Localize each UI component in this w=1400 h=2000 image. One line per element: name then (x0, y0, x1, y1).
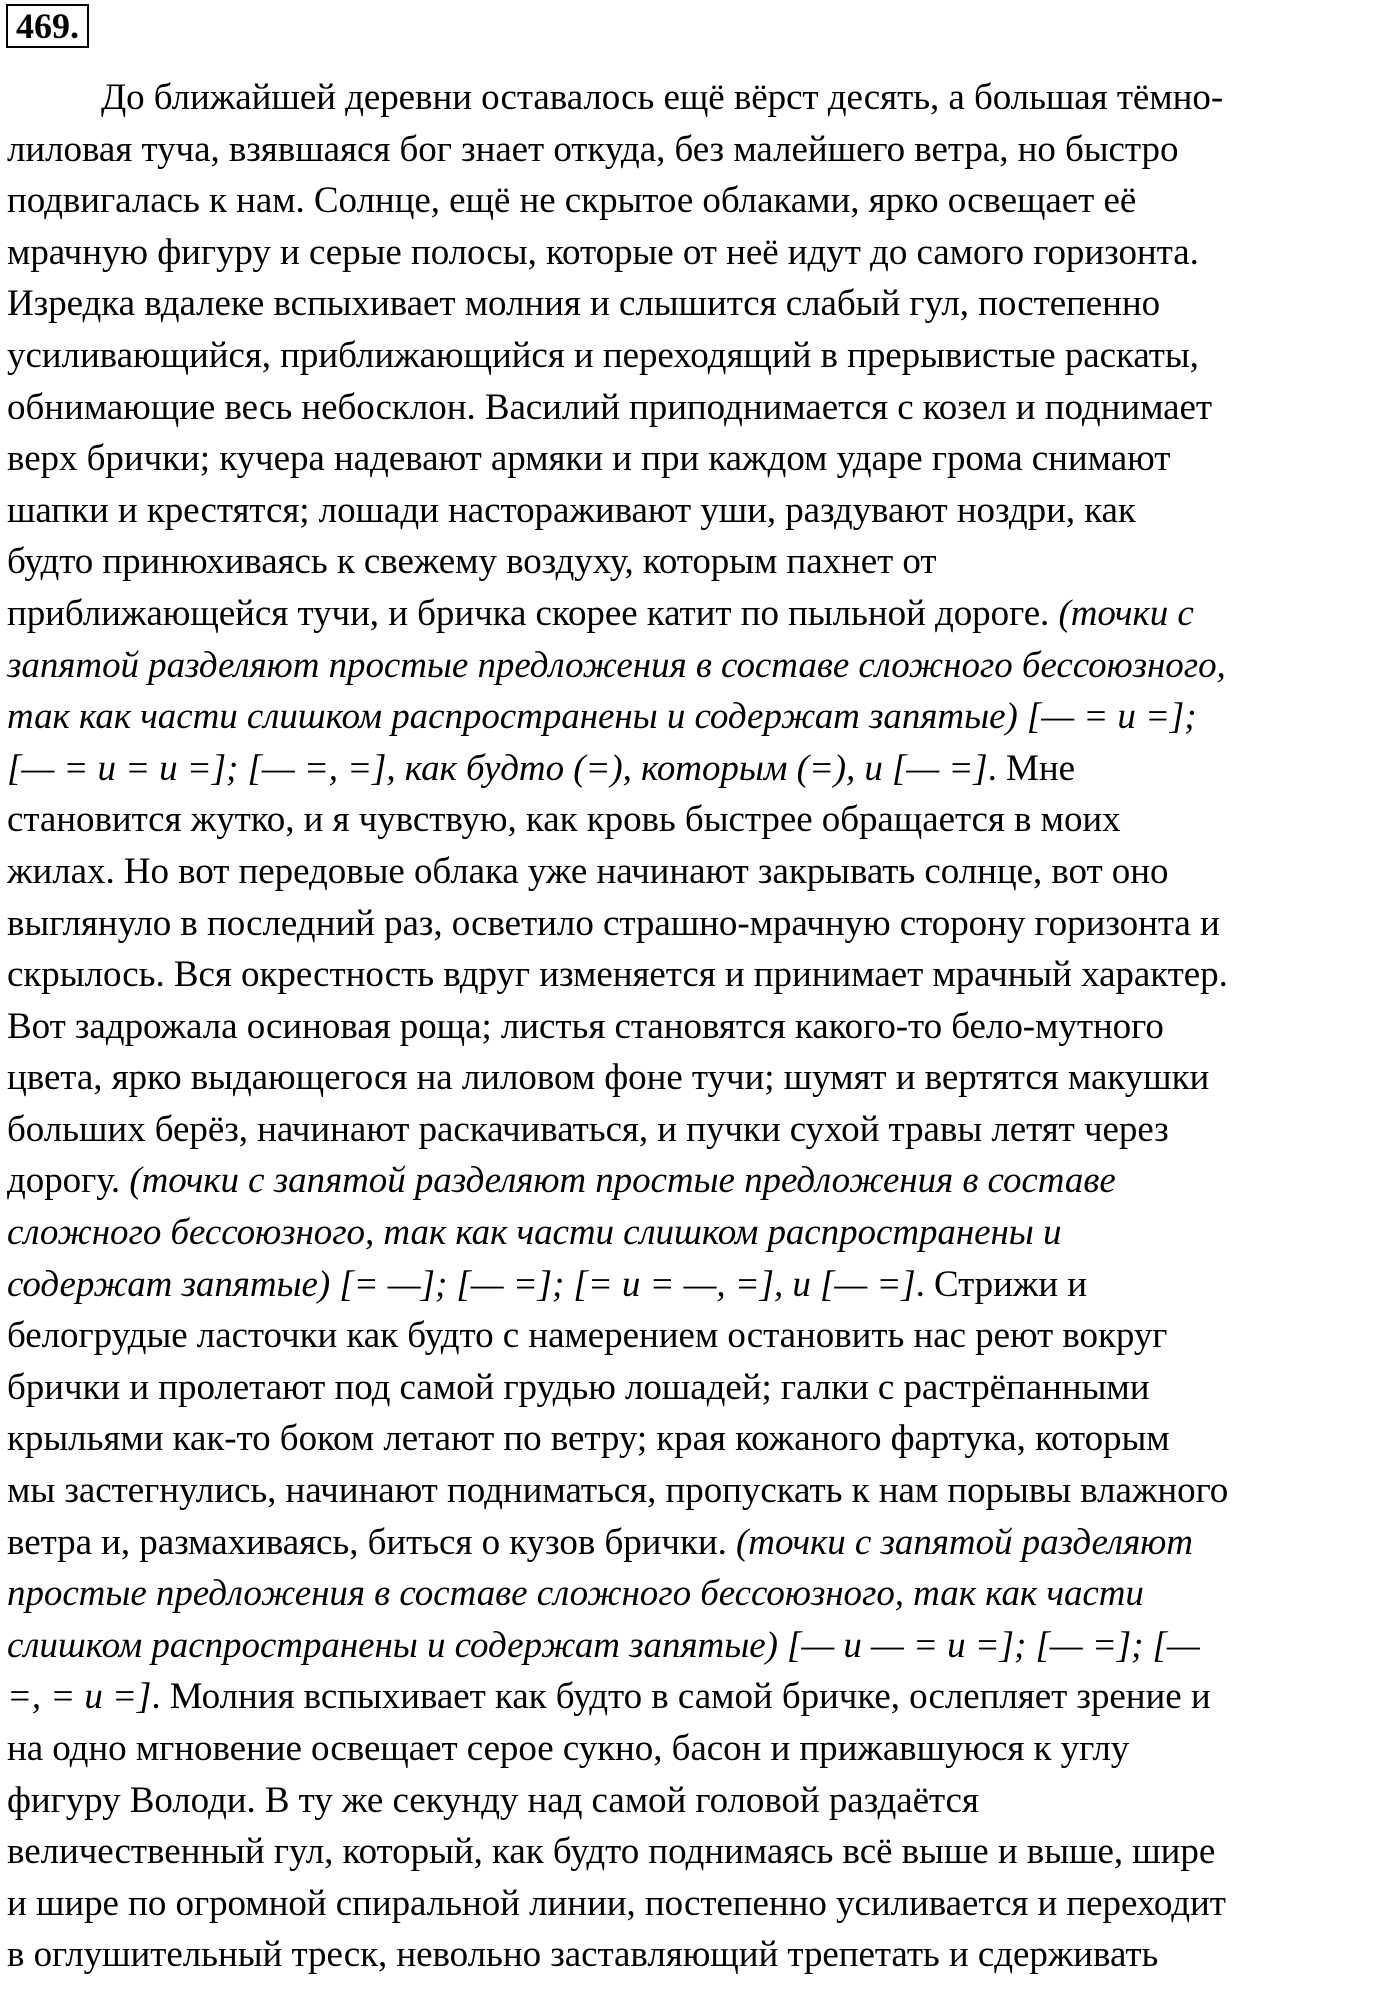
text-fragment: . Мне (987, 747, 1075, 789)
text-line (7, 1155, 1399, 1207)
text-fragment: становится жутко, и я чувствую, как кровь быстрее обращается в моих (7, 799, 1121, 841)
text-fragment: обнимающие весь небосклон. Василий приподнимается с козел и поднимает (7, 386, 1213, 428)
text-fragment: . Стрижи и (915, 1263, 1088, 1305)
text-line (7, 1929, 1399, 1981)
text-line (7, 1465, 1399, 1517)
text-fragment: мы застегнулись, начинают подниматься, пропускать к нам порывы влажного (7, 1470, 1229, 1512)
text-fragment: приближающейся тучи, и бричка скорее катит по пыльной дороге. (7, 592, 1059, 634)
text-line (7, 1671, 1399, 1723)
text-fragment: лиловая туча, взявшаяся бог знает откуда, без малейшего ветра, но быстро (7, 128, 1179, 170)
text-line (7, 1362, 1399, 1414)
text-line (7, 743, 1399, 795)
text-fragment: больших берёз, начинают раскачиваться, и пучки сухой травы летят через (7, 1108, 1169, 1150)
text-line (7, 1207, 1399, 1259)
text-line (7, 485, 1399, 537)
text-line (7, 382, 1399, 434)
text-fragment: шапки и крестятся; лошади настораживают уши, раздувают ноздри, как (7, 489, 1136, 531)
text-fragment: До ближайшей деревни оставалось ещё вёрст десять, а большая тёмно- (101, 77, 1224, 118)
text-line (7, 640, 1399, 692)
text-line (7, 1517, 1399, 1569)
punctuation-note: слишком распространены и содержат запятые) [— и — = и =]; [— =]; [— (7, 1624, 1200, 1666)
exercise-number: 469. (6, 4, 89, 48)
text-line (7, 72, 1399, 124)
text-fragment: будто принюхиваясь к свежему воздуху, которым пахнет от (7, 541, 937, 583)
punctuation-note: =, = и =] (7, 1676, 152, 1718)
text-fragment: Вот задрожала осиновая роща; листья становятся какого-то бело-мутного (7, 1005, 1164, 1047)
text-fragment: белогрудые ласточки как будто с намерением остановить нас реют вокруг (7, 1315, 1168, 1357)
punctuation-note: содержат запятые) [= —]; [— =]; [= и = —, =], и [— =] (7, 1263, 916, 1305)
text-fragment: выглянуло в последний раз, осветило страшно-мрачную сторону горизонта и (7, 902, 1220, 944)
text-line (7, 1259, 1399, 1311)
text-line (7, 278, 1399, 330)
text-line (7, 1052, 1399, 1104)
text-line (7, 949, 1399, 1001)
punctuation-note: сложного бессоюзного, так как части слишком распространены и (7, 1212, 1062, 1254)
text-fragment: величественный гул, который, как будто поднимаясь всё выше и выше, шире (7, 1831, 1216, 1873)
text-fragment: верх брички; кучера надевают армяки и при каждом ударе грома снимают (7, 438, 1171, 480)
punctuation-note: запятой разделяют простые предложения в составе сложного бессоюзного, (7, 644, 1226, 686)
text-line (7, 227, 1399, 279)
text-line (7, 433, 1399, 485)
punctuation-note: (точки с запятой разделяют (736, 1521, 1193, 1563)
text-fragment: крыльями как-то боком летают по ветру; края кожаного фартука, которым (7, 1418, 1170, 1460)
text-line (7, 536, 1399, 588)
text-line (7, 1878, 1399, 1930)
exercise-text (7, 72, 1399, 1981)
text-line (7, 691, 1399, 743)
text-line (7, 1826, 1399, 1878)
text-line (7, 175, 1399, 227)
text-fragment: фигуру Володи. В ту же секунду над самой головой раздаётся (7, 1779, 979, 1821)
text-fragment: скрылось. Вся окрестность вдруг изменяется и принимает мрачный характер. (7, 954, 1228, 996)
text-line (7, 794, 1399, 846)
text-line (7, 330, 1399, 382)
punctuation-note: так как части слишком распространены и содержат запятые) [— = и =]; (7, 696, 1197, 738)
text-fragment: мрачную фигуру и серые полосы, которые от неё идут до самого горизонта. (7, 231, 1199, 273)
text-line (7, 1568, 1399, 1620)
text-fragment: ветра и, размахиваясь, биться о кузов брички. (7, 1521, 737, 1563)
text-fragment: цвета, ярко выдающегося на лиловом фоне тучи; шумят и вертятся макушки (7, 1057, 1210, 1099)
text-line (7, 1001, 1399, 1053)
text-fragment: . Молния вспыхивает как будто в самой бричке, ослепляет зрение и (151, 1676, 1211, 1718)
text-line (7, 1310, 1399, 1362)
punctuation-note: [— = и = и =]; [— =, =], как будто (=), которым (=), и [— =] (7, 747, 988, 789)
text-line (7, 1413, 1399, 1465)
text-line (7, 1775, 1399, 1827)
text-line (7, 1723, 1399, 1775)
text-line (7, 1620, 1399, 1672)
text-line (7, 1104, 1399, 1156)
text-line (7, 898, 1399, 950)
text-fragment: жилах. Но вот передовые облака уже начинают закрывать солнце, вот оно (7, 850, 1169, 892)
text-line (7, 588, 1399, 640)
text-fragment: Изредка вдалеке вспыхивает молния и слышится слабый гул, постепенно (7, 283, 1161, 325)
text-line (7, 124, 1399, 176)
text-fragment: и шире по огромной спиральной линии, постепенно усиливается и переходит (7, 1882, 1226, 1924)
text-fragment: подвигалась к нам. Солнце, ещё не скрытое облаками, ярко освещает её (7, 180, 1137, 222)
text-line (7, 846, 1399, 898)
punctuation-note: (точки с (1058, 592, 1194, 634)
text-fragment: усиливающийся, приближающийся и переходящий в прерывистые раскаты, (7, 334, 1199, 376)
punctuation-note: простые предложения в составе сложного бессоюзного, так как части (7, 1573, 1144, 1615)
text-fragment: брички и пролетают под самой грудью лошадей; галки с растрёпанными (7, 1366, 1150, 1408)
text-fragment: на одно мгновение освещает серое сукно, басон и прижавшуюся к углу (7, 1728, 1130, 1769)
punctuation-note: (точки с запятой разделяют простые предложения в составе (129, 1160, 1116, 1202)
text-fragment: в оглушительный треск, невольно заставляющий трепетать и сдерживать (7, 1934, 1159, 1976)
text-fragment: дорогу. (7, 1160, 130, 1202)
